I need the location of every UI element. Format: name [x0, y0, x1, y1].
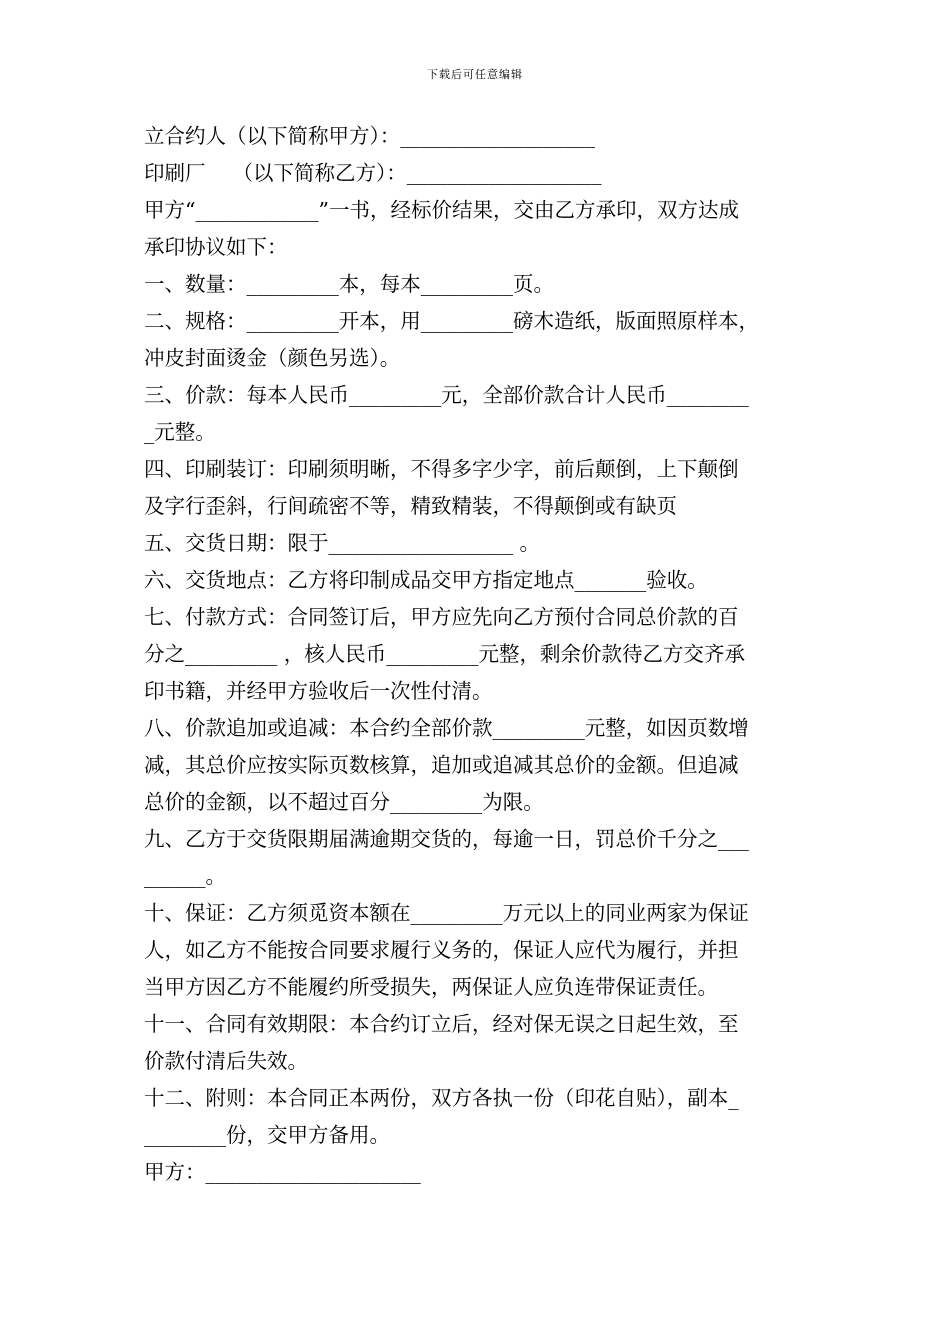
contract-line: 价款付清后失效。	[144, 1049, 308, 1073]
contract-line: 七、付款方式：合同签订后，甲方应先向乙方预付合同总价款的百	[144, 605, 739, 629]
contract-line: 及字行歪斜，行间疏密不等，精致精装，不得颠倒或有缺页	[144, 494, 677, 518]
contract-line: 甲方“____________”一书，经标价结果，交由乙方承印，双方达成	[144, 198, 739, 222]
contract-line: 八、价款追加或追减：本合约全部价款_________元整，如因页数增	[144, 716, 749, 740]
contract-line: 五、交货日期：限于__________________ 。	[144, 531, 541, 555]
contract-line: ________份，交甲方备用。	[144, 1123, 390, 1147]
contract-line: _元整。	[144, 420, 216, 444]
contract-line: 十二、附则：本合同正本两份，双方各执一份（印花自贴），副本_	[144, 1086, 739, 1110]
contract-line: 二、规格：_________开本，用_________磅木造纸，版面照原样本，	[144, 309, 759, 333]
contract-line: 六、交货地点：乙方将印制成品交甲方指定地点_______验收。	[144, 568, 708, 592]
contract-line: ______。	[144, 864, 226, 888]
contract-line: 十一、合同有效期限：本合约订立后，经对保无误之日起生效，至	[144, 1012, 739, 1036]
contract-line: 人，如乙方不能按合同要求履行义务的，保证人应代为履行，并担	[144, 938, 739, 962]
contract-body	[144, 118, 814, 1191]
contract-line: 十、保证：乙方须觅资本额在_________万元以上的同业两家为保证	[144, 901, 749, 925]
contract-line: 甲方：_____________________	[144, 1160, 421, 1184]
contract-line: 四、印刷装订：印刷须明晰，不得多字少字，前后颠倒，上下颠倒	[144, 457, 739, 481]
contract-line: 冲皮封面烫金（颜色另选）。	[144, 346, 401, 370]
contract-line: 减，其总价应按实际页数核算，追加或追减其总价的金额。但追减	[144, 753, 739, 777]
contract-line: 当甲方因乙方不能履约所受损失，两保证人应负连带保证责任。	[144, 975, 718, 999]
contract-line: 三、价款：每本人民币_________元，全部价款合计人民币________	[144, 383, 749, 407]
contract-line: 印刷厂 （以下简称乙方）：___________________	[144, 161, 602, 185]
contract-line: 分之_________ ，核人民币_________元整，剩余价款待乙方交齐承	[144, 642, 746, 666]
contract-line: 九、乙方于交货限期届满逾期交货的，每逾一日，罚总价千分之___	[144, 827, 749, 851]
contract-line: 承印协议如下：	[144, 235, 288, 259]
contract-line: 总价的金额，以不超过百分_________为限。	[144, 790, 544, 814]
contract-line: 立合约人（以下简称甲方）：___________________	[144, 124, 595, 148]
contract-line: 印书籍，并经甲方验收后一次性付清。	[144, 679, 493, 703]
download-note: 下载后可任意编辑	[427, 68, 523, 81]
contract-line: 一、数量：_________本，每本_________页。	[144, 272, 554, 296]
